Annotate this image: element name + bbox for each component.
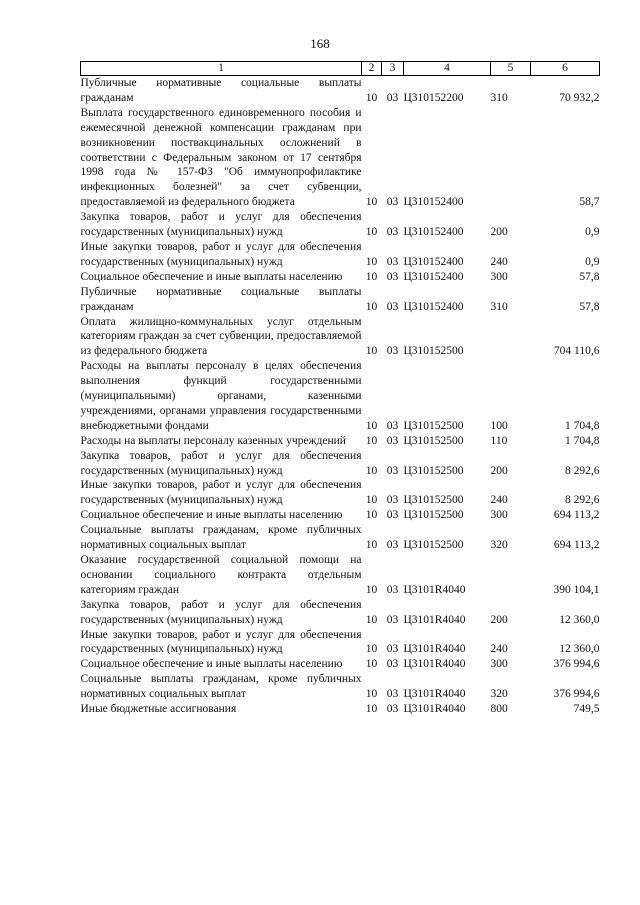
amount-cell: 704 110,6: [553, 345, 600, 358]
amount-cell: 0,9: [585, 226, 600, 239]
expense-type-code-cell: 310: [490, 91, 508, 104]
subsection-code-cell: 03: [386, 703, 399, 716]
table-row: [81, 508, 600, 523]
subsection-code-cell: 03: [386, 419, 399, 432]
subsection-code-cell: 03: [386, 91, 399, 104]
section-code-cell: 10: [365, 494, 378, 507]
subsection-code-cell: 03: [386, 539, 399, 552]
table-row: [81, 285, 600, 315]
expense-name-cell: Расходы на выплаты персоналу в целях обеспечения выполнения функций государственными (муниципальными) органами, казенными учреждениями, органами управления государственными внебюджетными фондами: [80, 360, 362, 432]
expense-type-code-cell: 110: [490, 434, 508, 447]
table-row: [81, 628, 600, 658]
expense-name-cell: Закупка товаров, работ и услуг для обеспечения государственных (муниципальных) нужд: [80, 449, 362, 477]
amount-cell: 694 113,2: [553, 539, 600, 552]
subsection-code-cell: 03: [386, 255, 399, 268]
budget-table: [80, 61, 600, 717]
target-article-code-cell: Ц3101R4040: [403, 583, 466, 596]
expense-type-code-cell: 200: [490, 613, 508, 626]
expense-type-code-cell: [491, 106, 531, 210]
expense-name-cell: Иные закупки товаров, работ и услуг для обеспечения государственных (муниципальных) нужд: [80, 240, 362, 268]
expense-name-cell: Иные бюджетные ассигнования: [80, 703, 237, 716]
expense-name-cell: Расходы на выплаты персоналу казенных учреждений: [80, 434, 346, 447]
target-article-code-cell: Ц310152500: [403, 434, 464, 447]
section-code-cell: 10: [365, 91, 378, 104]
section-code-cell: 10: [365, 419, 378, 432]
table-header: [81, 62, 600, 76]
expense-name-cell: Закупка товаров, работ и услуг для обеспечения государственных (муниципальных) нужд: [80, 211, 362, 239]
table-row: [81, 657, 600, 672]
amount-cell: 8 292,6: [565, 464, 600, 477]
amount-cell: 12 360,0: [559, 643, 600, 656]
target-article-code-cell: Ц3101R4040: [403, 613, 466, 626]
section-code-cell: 10: [365, 583, 378, 596]
subsection-code-cell: 03: [386, 494, 399, 507]
amount-cell: 376 994,6: [553, 688, 600, 701]
expense-name-cell: Иные закупки товаров, работ и услуг для обеспечения государственных (муниципальных) нужд: [80, 628, 362, 656]
section-code-cell: 10: [365, 464, 378, 477]
target-article-code-cell: Ц310152500: [403, 345, 464, 358]
header-col-2: 2: [362, 62, 382, 76]
table-row: [81, 270, 600, 285]
expense-name-cell: Иные закупки товаров, работ и услуг для обеспечения государственных (муниципальных) нужд: [80, 479, 362, 507]
table-row: [81, 598, 600, 628]
section-code-cell: 10: [365, 643, 378, 656]
expense-type-code-cell: 800: [490, 703, 508, 716]
section-code-cell: 10: [365, 255, 378, 268]
amount-cell: 0,9: [585, 255, 600, 268]
amount-cell: 694 113,2: [553, 509, 600, 522]
section-code-cell: 10: [365, 613, 378, 626]
section-code-cell: 10: [365, 196, 378, 209]
target-article-code-cell: Ц310152400: [403, 226, 464, 239]
table-row: [81, 76, 600, 106]
subsection-code-cell: 03: [386, 688, 399, 701]
target-article-code-cell: Ц310152400: [403, 300, 464, 313]
table-row: [81, 359, 600, 434]
subsection-code-cell: 03: [386, 345, 399, 358]
amount-cell: 376 994,6: [553, 658, 600, 671]
section-code-cell: 10: [365, 300, 378, 313]
table-row: [81, 702, 600, 717]
target-article-code-cell: Ц3101R4040: [403, 703, 466, 716]
expense-type-code-cell: 300: [490, 270, 508, 283]
header-col-6: 6: [531, 62, 600, 76]
target-article-code-cell: Ц310152400: [403, 255, 464, 268]
subsection-code-cell: 03: [386, 658, 399, 671]
subsection-code-cell: 03: [386, 643, 399, 656]
expense-name-cell: Оказание государственной социальной помощи на основании социального контракта отдельным категориям граждан: [80, 554, 362, 596]
table-row: [81, 523, 600, 553]
expense-type-code-cell: 300: [490, 509, 508, 522]
amount-cell: 1 704,8: [565, 419, 600, 432]
expense-type-code-cell: 240: [490, 494, 508, 507]
expense-name-cell: Социальное обеспечение и иные выплаты населению: [80, 658, 343, 671]
amount-cell: 1 704,8: [565, 434, 600, 447]
expense-type-code-cell: 100: [490, 419, 508, 432]
amount-cell: 57,8: [579, 300, 600, 313]
target-article-code-cell: Ц310152500: [403, 509, 464, 522]
table-row: [81, 315, 600, 360]
table-row: [81, 210, 600, 240]
section-code-cell: 10: [365, 509, 378, 522]
section-code-cell: 10: [365, 226, 378, 239]
expense-name-cell: Закупка товаров, работ и услуг для обеспечения государственных (муниципальных) нужд: [80, 598, 362, 626]
target-article-code-cell: Ц310152400: [403, 270, 464, 283]
expense-type-code-cell: [491, 553, 531, 598]
target-article-code-cell: Ц310152500: [403, 539, 464, 552]
target-article-code-cell: Ц3101R4040: [403, 658, 466, 671]
section-code-cell: 10: [365, 658, 378, 671]
expense-type-code-cell: 200: [490, 464, 508, 477]
expense-name-cell: Выплата государственного единовременного пособия и ежемесячной денежной компенсации гражданам при возникновении поствакцинальных осложнений в соответствии с Федеральным законом от 17 сентября 1998 года № 157-ФЗ "Об иммунопрофилактике инфекционных болезней" за счет субвенции, предоставляемой из федерального бюджета: [80, 106, 362, 209]
expense-name-cell: Публичные нормативные социальные выплаты гражданам: [80, 285, 362, 313]
expense-name-cell: Социальные выплаты гражданам, кроме публичных нормативных социальных выплат: [80, 673, 362, 701]
expense-type-code-cell: 240: [490, 643, 508, 656]
header-row: [81, 62, 600, 76]
subsection-code-cell: 03: [386, 613, 399, 626]
subsection-code-cell: 03: [386, 464, 399, 477]
header-col-3: 3: [382, 62, 404, 76]
expense-type-code-cell: 310: [490, 300, 508, 313]
amount-cell: 8 292,6: [565, 494, 600, 507]
section-code-cell: 10: [365, 539, 378, 552]
subsection-code-cell: 03: [386, 583, 399, 596]
expense-name-cell: Социальное обеспечение и иные выплаты населению: [80, 270, 343, 283]
section-code-cell: 10: [365, 345, 378, 358]
expense-name-cell: Социальное обеспечение и иные выплаты населению: [80, 509, 343, 522]
table-row: [81, 672, 600, 702]
page-number: 168: [310, 36, 330, 51]
amount-cell: 57,8: [579, 270, 600, 283]
expense-type-code-cell: 200: [490, 226, 508, 239]
target-article-code-cell: Ц310152500: [403, 464, 464, 477]
expense-type-code-cell: 320: [490, 539, 508, 552]
table-row: [81, 240, 600, 270]
expense-name-cell: Публичные нормативные социальные выплаты гражданам: [80, 77, 362, 104]
table-row: [81, 449, 600, 479]
table-row: [81, 553, 600, 598]
target-article-code-cell: Ц3101R4040: [403, 643, 466, 656]
header-col-1: 1: [81, 62, 362, 76]
subsection-code-cell: 03: [386, 300, 399, 313]
amount-cell: 70 932,2: [559, 91, 600, 104]
target-article-code-cell: Ц310152500: [403, 494, 464, 507]
subsection-code-cell: 03: [386, 226, 399, 239]
subsection-code-cell: 03: [386, 196, 399, 209]
section-code-cell: 10: [365, 703, 378, 716]
table-body: [81, 76, 600, 717]
section-code-cell: 10: [365, 434, 378, 447]
subsection-code-cell: 03: [386, 270, 399, 283]
target-article-code-cell: Ц310152500: [403, 419, 464, 432]
amount-cell: 12 360,0: [559, 613, 600, 626]
target-article-code-cell: Ц310152200: [403, 91, 464, 104]
expense-type-code-cell: [491, 315, 531, 360]
target-article-code-cell: Ц3101R4040: [403, 688, 466, 701]
subsection-code-cell: 03: [386, 434, 399, 447]
amount-cell: 390 104,1: [553, 583, 600, 596]
expense-type-code-cell: 240: [490, 255, 508, 268]
expense-type-code-cell: 300: [490, 658, 508, 671]
section-code-cell: 10: [365, 688, 378, 701]
table-row: [81, 106, 600, 210]
header-col-4: 4: [404, 62, 491, 76]
expense-name-cell: Социальные выплаты гражданам, кроме публичных нормативных социальных выплат: [80, 524, 362, 552]
target-article-code-cell: Ц310152400: [403, 196, 464, 209]
table-row: [81, 478, 600, 508]
amount-cell: 58,7: [579, 196, 600, 209]
expense-name-cell: Оплата жилищно-коммунальных услуг отдельным категориям граждан за счет субвенции, предоставляемой из федерального бюджета: [80, 315, 362, 358]
header-col-5: 5: [491, 62, 531, 76]
table-row: [81, 434, 600, 449]
section-code-cell: 10: [365, 270, 378, 283]
subsection-code-cell: 03: [386, 509, 399, 522]
expense-type-code-cell: 320: [490, 688, 508, 701]
amount-cell: 749,5: [573, 703, 600, 716]
